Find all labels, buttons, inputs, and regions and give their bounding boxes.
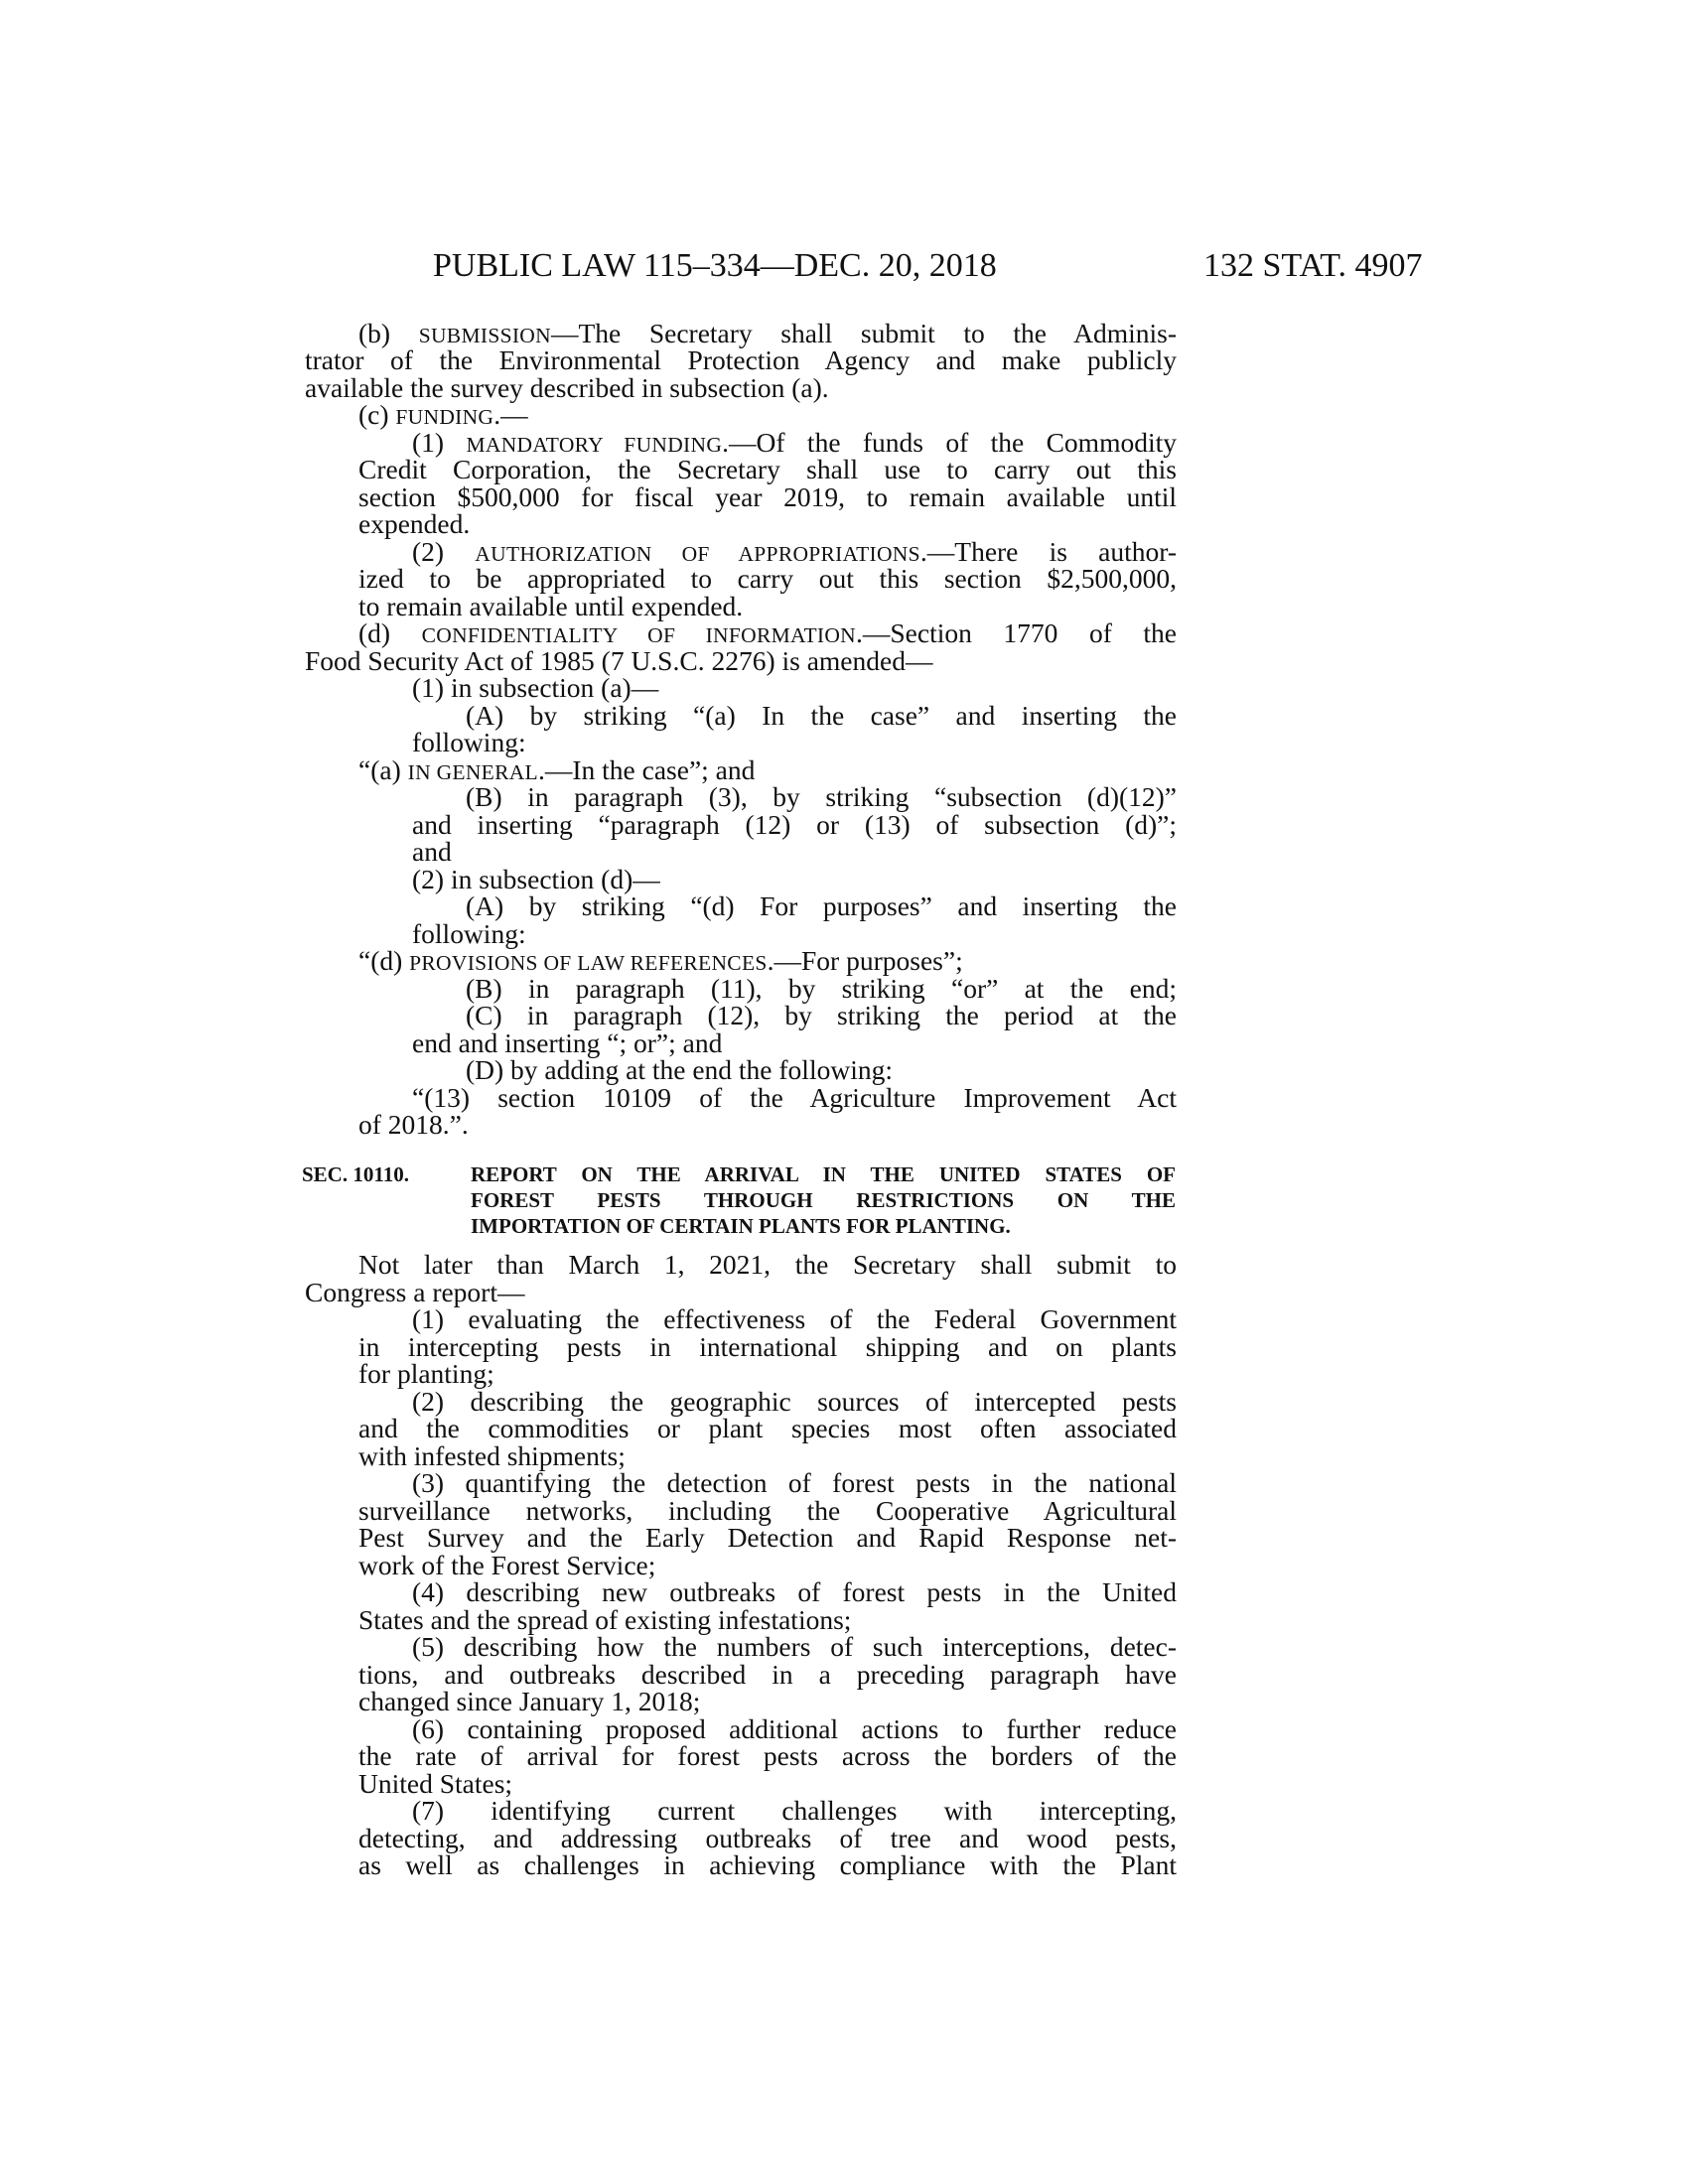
amendment-1A-line-1: (A) by striking “(a) In the case” and inserting the: [466, 700, 1177, 731]
amendment-2C-line-2: end and inserting “; or”; and: [412, 1027, 723, 1058]
item-6-line-1: (6) containing proposed additional actions to further reduce: [412, 1713, 1177, 1744]
paragraph-c1-line-2: Credit Corporation, the Secretary shall use to carry out this: [358, 454, 1177, 484]
amendment-2B: (B) in paragraph (11), by striking “or” at the end;: [466, 973, 1177, 1004]
item-1-line-3: for planting;: [358, 1358, 494, 1389]
item-7-line-2: detecting, and addressing outbreaks of tree and wood pests,: [358, 1823, 1177, 1853]
subsection-b-line-1: (b) SUBMISSION—The Secretary shall submit to the Adminis-: [358, 318, 1178, 348]
item-5-line-3: changed since January 1, 2018;: [358, 1686, 701, 1716]
paragraph-c1-line-3: section $500,000 for fiscal year 2019, to remain available until: [358, 481, 1177, 512]
paragraph-c2-caption: AUTHORIZATION OF APPROPRIATIONS: [475, 542, 920, 566]
item-3-line-2: surveillance networks, including the Cooperative Agricultural: [358, 1495, 1177, 1526]
section-intro-line-1: Not later than March 1, 2021, the Secretary shall submit to: [358, 1249, 1177, 1280]
amendment-2D: (D) by adding at the end the following:: [466, 1054, 893, 1085]
quoted-caption-1: IN GENERAL: [407, 760, 538, 784]
item-6-line-2: the rate of arrival for forest pests across the borders of the: [358, 1740, 1177, 1771]
subsection-d-line-1: (d) CONFIDENTIALITY OF INFORMATION.—Section 1770 of the: [358, 617, 1177, 648]
quoted-text-3-line-2: of 2018.”.: [358, 1109, 469, 1140]
item-7-line-1: (7) identifying current challenges with intercepting,: [412, 1795, 1177, 1826]
item-5-line-1: (5) describing how the numbers of such interceptions, detec-: [412, 1631, 1177, 1662]
item-1-line-2: in intercepting pests in international shipping and on plants: [358, 1331, 1177, 1362]
item-4-line-2: States and the spread of existing infestations;: [358, 1604, 852, 1635]
item-3-line-4: work of the Forest Service;: [358, 1550, 656, 1580]
paragraph-c2-line-3: to remain available until expended.: [358, 591, 744, 621]
paragraph-c1-caption: MANDATORY FUNDING: [466, 433, 723, 457]
amendment-2C-line-1: (C) in paragraph (12), by striking the period at the: [466, 1000, 1177, 1030]
subsection-b-number: (b): [358, 318, 391, 348]
item-3-line-1: (3) quantifying the detection of forest pests in the national: [412, 1467, 1177, 1498]
quoted-text-2: “(d) PROVISIONS OF LAW REFERENCES.—For purposes”;: [358, 945, 963, 976]
amendment-1A-line-2: following:: [412, 727, 526, 757]
amendment-1B-line-3: and: [412, 836, 452, 867]
quoted-text-1: “(a) IN GENERAL.—In the case”; and: [358, 754, 756, 785]
quoted-text-3-line-1: “(13) section 10109 of the Agriculture Improvement Act: [412, 1082, 1177, 1113]
section-title-line-2: FOREST PESTS THROUGH RESTRICTIONS ON THE: [471, 1188, 1176, 1212]
paragraph-c2-line-1: (2) AUTHORIZATION OF APPROPRIATIONS.—There is author-: [412, 536, 1178, 567]
item-7-line-3: as well as challenges in achieving compliance with the Plant: [358, 1849, 1177, 1880]
section-title-line-1: REPORT ON THE ARRIVAL IN THE UNITED STATES OF: [471, 1162, 1176, 1186]
amendment-2A-line-2: following:: [412, 918, 526, 949]
subsection-d-caption: CONFIDENTIALITY OF INFORMATION: [421, 623, 856, 647]
running-header-stat-page: 132 STAT. 4907: [1203, 247, 1423, 284]
subsection-c-caption: FUNDING: [395, 405, 494, 429]
item-4-line-1: (4) describing new outbreaks of forest pests in the United: [412, 1576, 1177, 1607]
subsection-b-line-3: available the survey described in subsection (a).: [305, 372, 829, 403]
item-2-line-2: and the commodities or plant species most often associated: [358, 1413, 1177, 1443]
amendment-2: (2) in subsection (d)—: [412, 864, 660, 894]
section-title-line-3: IMPORTATION OF CERTAIN PLANTS FOR PLANTING.: [471, 1214, 1011, 1238]
paragraph-c2-line-2: ized to be appropriated to carry out this section $2,500,000,: [358, 563, 1177, 594]
subsection-d-line-2: Food Security Act of 1985 (7 U.S.C. 2276) is amended—: [305, 645, 933, 676]
item-5-line-2: tions, and outbreaks described in a preceding paragraph have: [358, 1659, 1177, 1690]
amendment-1B-line-2: and inserting “paragraph (12) or (13) of subsection (d)”;: [412, 809, 1177, 840]
paragraph-c1-line-1: (1) MANDATORY FUNDING.—Of the funds of the Commodity: [412, 427, 1177, 458]
subsection-c-heading: (c) FUNDING.—: [358, 399, 528, 430]
subsection-b-line-2: trator of the Environmental Protection Agency and make publicly: [305, 344, 1177, 375]
item-2-line-3: with infested shipments;: [358, 1440, 626, 1471]
amendment-1B-line-1: (B) in paragraph (3), by striking “subsection (d)(12)”: [466, 781, 1177, 812]
amendment-2A-line-1: (A) by striking “(d) For purposes” and inserting the: [466, 890, 1177, 921]
subsection-b-caption: SUBMISSION: [418, 324, 551, 347]
section-intro-line-2: Congress a report—: [305, 1277, 525, 1307]
item-3-line-3: Pest Survey and the Early Detection and Rapid Response net-: [358, 1522, 1177, 1553]
item-1-line-1: (1) evaluating the effectiveness of the Federal Government: [412, 1303, 1177, 1334]
item-2-line-1: (2) describing the geographic sources of intercepted pests: [412, 1386, 1177, 1417]
running-header-title: PUBLIC LAW 115–334—DEC. 20, 2018: [433, 247, 997, 284]
item-6-line-3: United States;: [358, 1768, 513, 1799]
quoted-caption-2: PROVISIONS OF LAW REFERENCES: [409, 951, 768, 975]
amendment-1: (1) in subsection (a)—: [412, 672, 659, 703]
paragraph-c1-line-4: expended.: [358, 508, 471, 539]
section-label: SEC. 10110.: [302, 1162, 409, 1186]
